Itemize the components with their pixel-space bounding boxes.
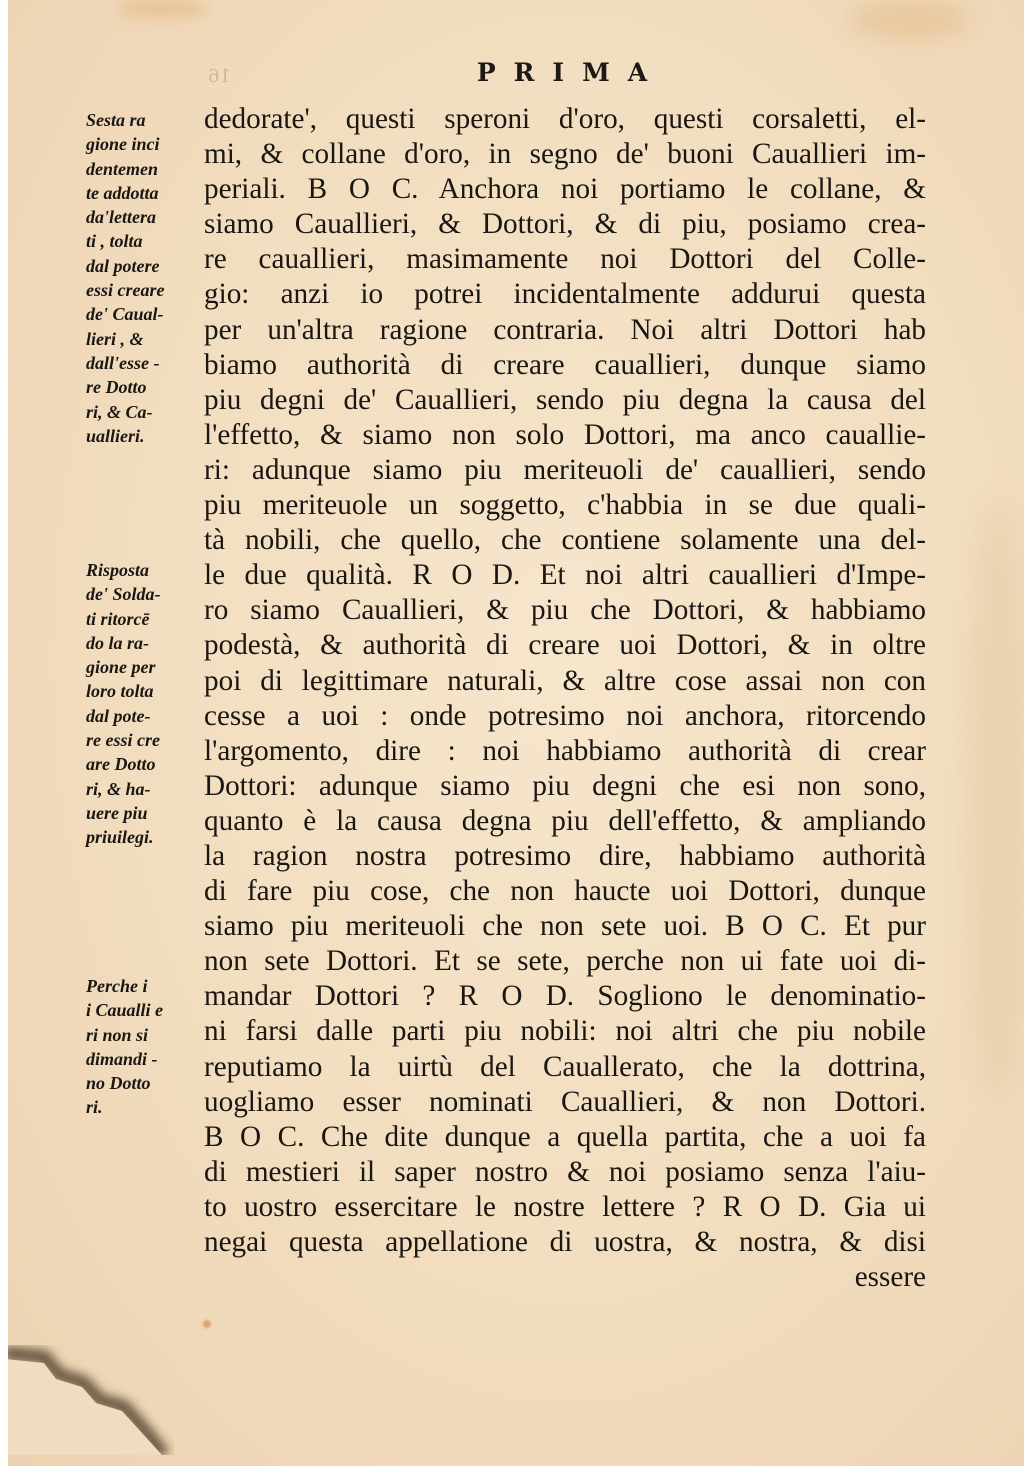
marginal-note-2 — [86, 558, 198, 850]
paper-stain — [118, 0, 208, 18]
marginal-note-line: Risposta — [86, 560, 150, 580]
body-line: ro siamo Cauallieri, & piu che Dottori, & habbiamo — [204, 594, 926, 627]
body-line: ri: adunque siamo piu meriteuoli de' cauallieri, sendo — [204, 453, 926, 486]
marginal-note-line: loro tolta — [86, 681, 154, 702]
marginal-note-line: i Caualli e — [86, 1000, 164, 1021]
body-line: poi di legittimare naturali, & altre cose assai non con — [204, 664, 926, 697]
paper-stain — [968, 500, 1024, 1100]
marginal-note-line: dall'esse - — [86, 352, 160, 373]
body-line: mi, & collane d'oro, in segno de' buoni Cauallieri im- — [204, 138, 926, 171]
marginal-note-line: uallieri. — [86, 425, 145, 446]
body-line: non sete Dottori. Et se sete, perche non ui fate uoi di- — [204, 945, 926, 978]
marginal-note-line: te addotta — [86, 182, 159, 203]
marginal-note-line: ri. — [86, 1097, 103, 1118]
marginal-note-line: ri non si — [86, 1024, 149, 1045]
body-text — [204, 102, 926, 1295]
body-line: negai questa appellatione di uostra, & nostra, & disi — [204, 1226, 926, 1258]
body-line: l'argomento, dire : noi habbiamo authorità di crear — [204, 734, 926, 767]
body-line: mandar Dottori ? R O D. Sogliono le denominatio- — [204, 980, 926, 1013]
marginal-note-line: are Dotto — [86, 754, 156, 775]
body-line: Dottori: adunque siamo piu degni che esi non sono, — [204, 769, 926, 802]
marginal-note-line: da'lettera — [86, 207, 156, 228]
body-line: reputiamo la uirtù del Cauallerato, che la dottrina, — [204, 1050, 926, 1083]
marginal-note-line: lieri , & — [86, 328, 144, 349]
running-head: PRIMA — [476, 58, 666, 87]
marginal-note-line: de' Caual- — [86, 304, 164, 325]
body-line: cesse a uoi : onde potresimo noi anchora, ritorcendo — [204, 699, 926, 732]
book-page — [8, 0, 1024, 1466]
body-line: la ragion nostra potresimo dire, habbiamo authorità — [204, 839, 926, 872]
body-line: biamo authorità di creare cauallieri, dunque siamo — [204, 348, 926, 381]
paper-stain — [203, 1320, 211, 1328]
marginal-note-line: re Dotto — [86, 377, 147, 398]
body-line: ni farsi dalle parti piu nobili: noi altri che piu nobile — [204, 1015, 926, 1048]
body-line: uogliamo esser nominati Cauallieri, & non Dottori. — [204, 1085, 926, 1118]
body-line: siamo piu meriteuoli che non sete uoi. B O C. Et pur — [204, 910, 926, 943]
marginal-note-3 — [86, 974, 198, 1120]
body-line: l'effetto, & siamo non solo Dottori, ma anco cauallie- — [204, 418, 926, 451]
marginal-note-line: priuilegi. — [86, 827, 154, 848]
paper-stain — [848, 0, 968, 40]
body-line: dedorate', questi speroni d'oro, questi corsaletti, el- — [204, 103, 926, 135]
marginal-note-line: dentemen — [86, 158, 158, 179]
page-bottom-margin — [0, 1466, 1024, 1473]
marginal-note-line: gione per — [86, 657, 156, 678]
body-line: per un'altra ragione contraria. Noi altri Dottori hab — [204, 313, 926, 346]
body-line: gio: anzi io potrei incidentalmente addurui questa — [204, 278, 926, 311]
marginal-note-line: Sesta ra — [86, 110, 146, 130]
marginal-note-line: dal potere — [86, 255, 160, 276]
body-line: piu degni de' Cauallieri, sendo piu degna la causa del — [204, 383, 926, 416]
body-line: di fare piu cose, che non haucte uoi Dottori, dunque — [204, 875, 926, 908]
body-line: le due qualità. R O D. Et noi altri cauallieri d'Impe- — [204, 559, 926, 592]
body-line: re cauallieri, masimamente noi Dottori del Colle- — [204, 243, 926, 276]
body-line: tà nobili, che quello, che contiene solamente una del- — [204, 524, 926, 557]
marginal-note-line: dal pote- — [86, 705, 151, 726]
marginal-note-1 — [86, 108, 198, 448]
body-line: di mestieri il saper nostro & noi posiamo senza l'aiu- — [204, 1155, 926, 1188]
marginal-note-line: dimandi - — [86, 1048, 158, 1069]
body-line: quanto è la causa degna piu dell'effetto, & ampliando — [204, 804, 926, 837]
body-line: B O C. Che dite dunque a quella partita, che a uoi fa — [204, 1120, 926, 1153]
body-line: essere — [854, 1261, 926, 1294]
marginal-note-line: ti , tolta — [86, 231, 143, 252]
marginal-note-line: gione inci — [86, 134, 160, 155]
marginal-note-line: do la ra- — [86, 632, 149, 653]
marginal-note-line: Perche i — [86, 976, 148, 996]
marginal-note-line: ri, & ha- — [86, 778, 151, 799]
body-line: piu meriteuole un soggetto, c'habbia in se due quali- — [204, 489, 926, 522]
marginal-note-line: ri, & Ca- — [86, 401, 153, 422]
body-line: periali. B O C. Anchora noi portiamo le collane, & — [204, 173, 926, 206]
body-line: siamo Cauallieri, & Dottori, & di piu, posiamo crea- — [204, 208, 926, 241]
body-line: podestà, & authorità di creare uoi Dottori, & in oltre — [204, 629, 926, 662]
marginal-note-line: ti ritorcē — [86, 608, 150, 629]
page-corner-shadow — [8, 1345, 174, 1455]
marginal-note-line: no Dotto — [86, 1073, 151, 1094]
bleed-through-page-number: 16 — [208, 66, 231, 87]
marginal-note-line: re essi cre — [86, 730, 160, 751]
body-line: to uostro essercitare le nostre lettere ? R O D. Gia ui — [204, 1190, 926, 1223]
marginal-note-line: essi creare — [86, 280, 165, 301]
marginal-note-line: de' Solda- — [86, 584, 161, 605]
marginal-note-line: uere piu — [86, 802, 148, 823]
